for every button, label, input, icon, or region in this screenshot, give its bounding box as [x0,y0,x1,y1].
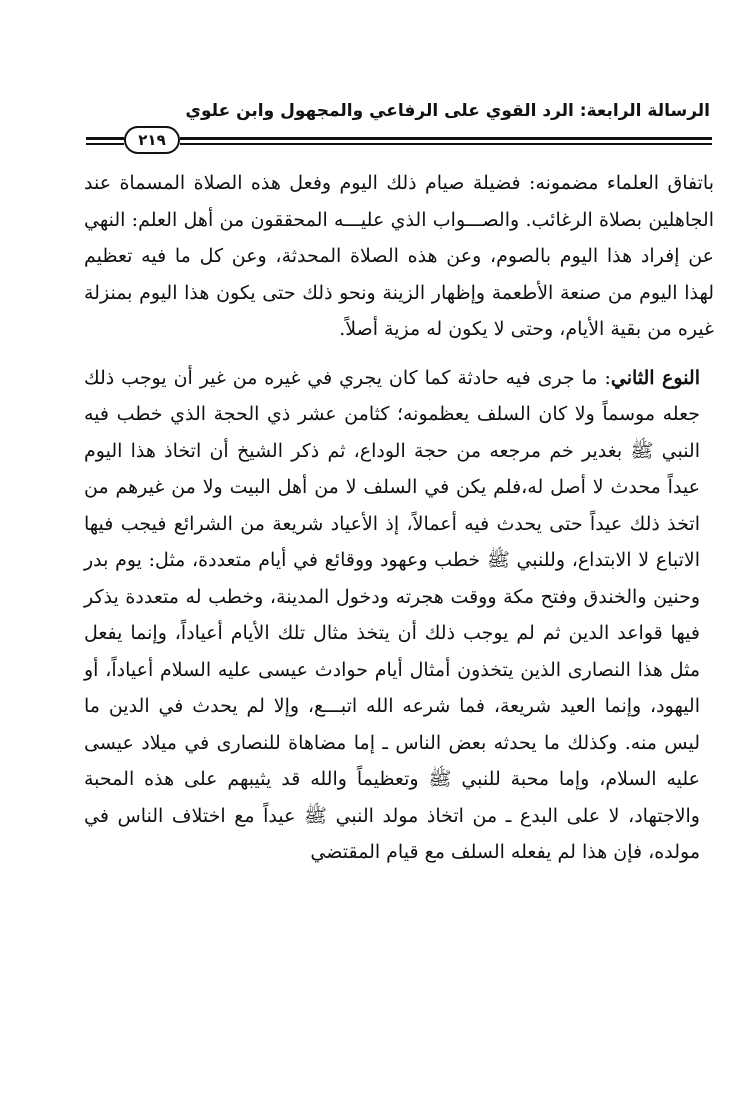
page-number-badge: ٢١٩ [124,126,180,154]
paragraph-2 [84,360,714,871]
paragraph-1: باتفاق العلماء مضمونه: فضيلة صيام ذلك اليوم وفعل هذه الصلاة المسماة عند الجاهلين بصلاة الرغائب. والصـــواب الذي عليـــه المحققون من أهل العلم: النهي عن إفراد هذا اليوم بالصوم، وعن هذه الصلاة المحدثة، وعن كل ما فيه تعظيم لهذا اليوم من صنعة الأطعمة وإظهار الزينة ونحو ذلك حتى يكون هذا اليوم بمنزلة غيره من بقية الأيام، وحتى لا يكون له مزية أصلاً. [84,172,714,340]
paragraph-2-lead-term: النوع الثاني [610,366,701,389]
running-head-title: الرسالة الرابعة: الرد القوي على الرفاعي والمجهول وابن علوي [185,101,710,121]
body-text [84,165,714,871]
paragraph-2-text: : ما جرى فيه حادثة كما كان يجري في غيره من غير أن يوجب ذلك جعله موسماً ولا كان السلف يعظمونه؛ كثامن عشر ذي الحجة الذي خطب فيه النبي ﷺ بغدير خم مرجعه من حجة الوداع، ثم ذكر الشيخ أن اتخاذ هذا اليوم عيداً محدث لا أصل له،فلم يكن في السلف لا من أهل البيت ولا من غيرهم من اتخذ ذلك عيداً حتى يحدث فيه أعمالاً، إذ الأعياد شريعة من الشرائع فيجب فيها الاتباع لا الابتداع، وللنبي ﷺ خطب وعهود ووقائع في أيام متعددة، مثل: يوم بدر وحنين والخندق وفتح مكة ووقت هجرته ودخول المدينة، وخطب له متعددة يذكر فيها قواعد الدين ثم لم يوجب ذلك أن يتخذ مثال تلك الأيام أعياداً، وإنما يفعل مثل هذا النصارى الذين يتخذون أمثال أيام حوادث عيسى عليه السلام أعياداً، أو اليهود، وإنما العيد شريعة، فما شرعه الله اتبـــع، وإلا لم يحدث في الدين ما ليس منه. وكذلك ما يحدثه بعض الناس ـ إما مضاهاة للنصارى في ميلاد عيسى عليه السلام، وإما محبة للنبي ﷺ وتعظيماً والله قد يثيبهم على هذه المحبة والاجتهاد، لا على البدع ـ من اتخاذ مولد النبي ﷺ عيداً مع اختلاف الناس في مولده، فإن هذا لم يفعله السلف مع قيام المقتضي [84,366,700,863]
header-rule [86,126,712,156]
header-rule-left [86,137,124,145]
header-rule-right [180,137,712,145]
